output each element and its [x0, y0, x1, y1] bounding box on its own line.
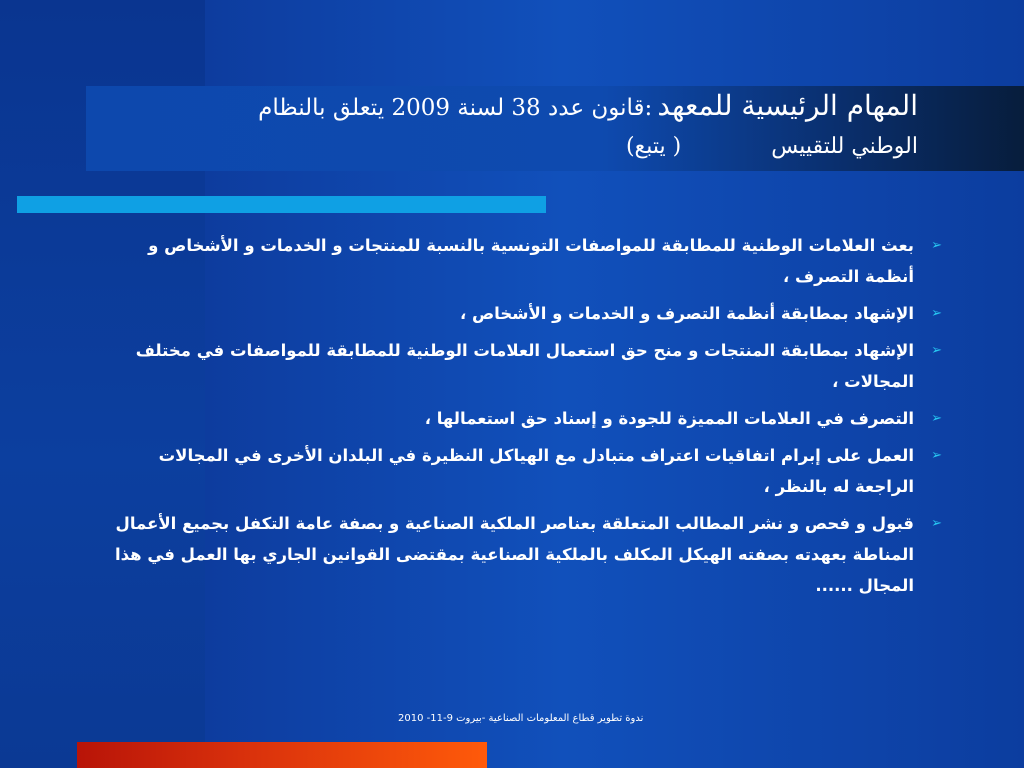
bullet-text: التصرف في العلامات المميزة للجودة و إسناد حق استعمالها ،	[424, 409, 914, 428]
arrow-bullet-icon: ➢	[931, 516, 942, 531]
arrow-bullet-icon: ➢	[931, 448, 942, 463]
bullet-text: العمل على إبرام اتفاقيات اعتراف متبادل مع الهياكل النظيرة في البلدان الأخرى في المجالات الراجعة له بالنظر ،	[158, 446, 914, 496]
title-line-1	[138, 89, 918, 122]
bullet-item	[106, 298, 942, 329]
bullet-item	[106, 335, 942, 397]
title-main: المهام الرئيسية للمعهد	[657, 89, 918, 122]
title-line-2-text: الوطني للتقييس	[771, 134, 918, 159]
bullet-text: الإشهاد بمطابقة أنظمة التصرف و الخدمات و الأشخاص ،	[459, 304, 914, 323]
bullet-text: الإشهاد بمطابقة المنتجات و منح حق استعمال العلامات الوطنية للمطابقة للمواصفات في مختلف المجالات ،	[135, 341, 914, 391]
slide-footer: ندوة تطوير قطاع المعلومات الصناعية -بيروت 9-11- 2010	[398, 713, 644, 724]
bullet-list	[106, 230, 942, 607]
title-line-2	[138, 136, 918, 158]
bullet-item	[106, 440, 942, 502]
bullet-text: بعث العلامات الوطنية للمطابقة للمواصفات التونسية بالنسبة للمنتجات و الخدمات و الأشخاص و أنظمة التصرف ،	[148, 236, 914, 286]
arrow-bullet-icon: ➢	[931, 343, 942, 358]
bullet-item	[106, 230, 942, 292]
bullet-item	[106, 508, 942, 601]
bullet-item	[106, 403, 942, 434]
title-continued: ( يتبع)	[625, 134, 682, 159]
slide-title	[138, 89, 918, 159]
bottom-accent-bar	[77, 742, 487, 768]
arrow-bullet-icon: ➢	[931, 306, 942, 321]
title-rest: :قانون عدد 38 لسنة 2009 يتعلق بالنظام	[258, 95, 653, 121]
arrow-bullet-icon: ➢	[931, 411, 942, 426]
arrow-bullet-icon: ➢	[931, 238, 942, 253]
bullet-text: قبول و فحص و نشر المطالب المتعلقة بعناصر الملكية الصناعية و بصفة عامة التكفل بجميع الأعمال المناطة بعهدته بصفته الهيكل المكلف بالملكية الصناعية بمقتضى القوانين الجاري بها العمل في هذا المجال ......	[115, 514, 914, 595]
accent-bar	[17, 196, 546, 213]
